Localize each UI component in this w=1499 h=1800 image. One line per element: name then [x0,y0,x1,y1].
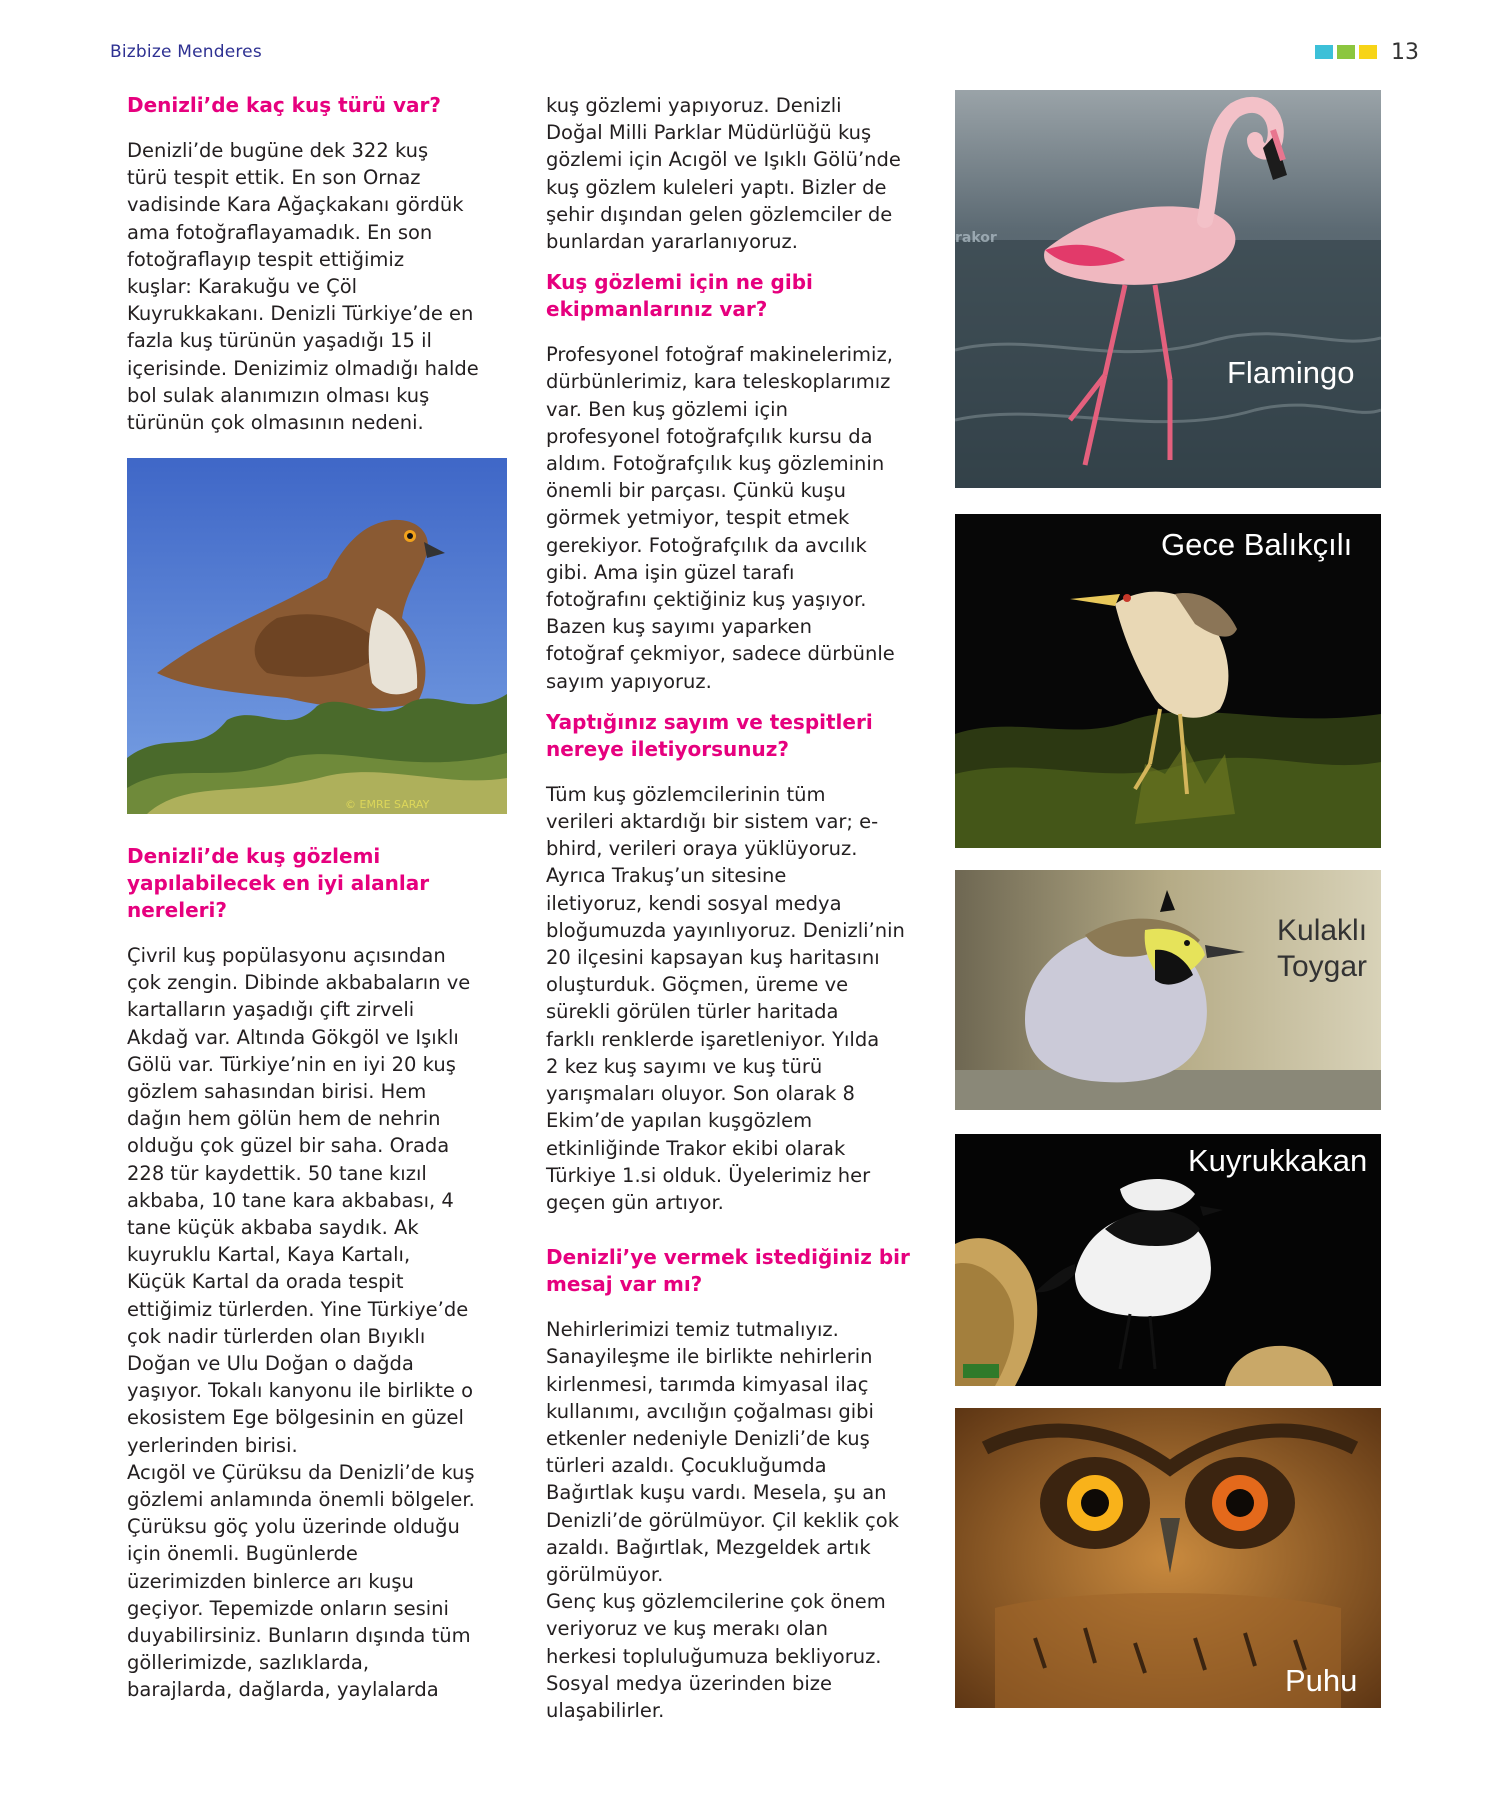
caption-kulakli: Kulaklı [1277,914,1368,947]
page-marker [1315,40,1419,64]
heron-photo [955,514,1381,848]
color-square-green [1337,45,1355,59]
magazine-title: Bizbize Menderes [110,42,262,62]
column-1 [127,92,512,460]
lark-photo [955,870,1381,1110]
caption-puhu: Puhu [1285,1663,1358,1698]
column-1-lower [127,843,512,1704]
caption-toygar: Toygar [1277,950,1368,983]
page-number: 13 [1391,39,1419,65]
answer-5: Nehirlerimizi temiz tutmalıyız. Sanayileşme ile birlikte nehirlerin kirlenmesi, tarımda kimyasal ilaç kullanımı, avcılığın çoğalması gibi etkenler nedeniyle Denizli’de kuş türleri azaldı. Çocukluğumda Bağırtlak kuşu vardı. Mesela, şu an Denizli’de görülmüyor. Çil keklik çok azaldı. Bağırtlak, Mezgeldek artık görülmüyor. Genç kuş gözlemcilerine çok önem veriyoruz ve kuş merakı olan herkesi topluluğumuza bekliyoruz. Sosyal medya üzerinden bize ulaşabilirler. [546,1318,899,1722]
eagle-photo [127,458,507,814]
caption-kuyrukkakan: Kuyrukkakan [1188,1143,1368,1178]
question-5: Denizli’ye vermek istediğiniz bir mesaj var mı? [546,1245,910,1297]
flamingo-photo [955,90,1381,488]
wheatear-photo [955,1134,1381,1386]
color-square-yellow [1359,45,1377,59]
answer-3: Profesyonel fotoğraf makinelerimiz, dürbünlerimiz, kara teleskoplarımız var. Ben kuş gözlemi için profesyonel fotoğrafçılık kursu da aldım. Fotoğrafçılık kuş gözleminin önemli bir parçası. Çünkü kuşu görmek yetmiyor, tespit etmek gerekiyor. Fotoğrafçılık da avcılık gibi. Ama işin güzel tarafı fotoğrafını çektiğiniz kuş yaşıyor. Bazen kuş sayımı yaparken fotoğraf çekmiyor, sadece dürbünle sayım yapıyoruz. [546,343,895,693]
question-4: Yaptığınız sayım ve tespitleri nereye iletiyorsunuz? [546,709,873,761]
question-3: Kuş gözlemi için ne gibi ekipmanlarınız var? [546,270,813,322]
question-1: Denizli’de kaç kuş türü var? [127,93,441,117]
answer-2: Çivril kuş popülasyonu açısından çok zengin. Dibinde akbabaların ve kartalların yaşadığı çift zirveli Akdağ var. Altında Gökgöl ve Işıklı Gölü var. Türkiye’nin en iyi 20 kuş gözlem sahasından birisi. Hem dağın hem gölün hem de nehrin olduğu çok güzel bir saha. Orada 228 tür kaydettik. 50 tane kızıl akbaba, 10 tane kara akbabası, 4 tane küçük akbaba saydık. Ak kuyruklu Kartal, Kaya Kartalı, Küçük Kartal da orada tespit ettiğimiz türlerden. Yine Türkiye’de çok nadir türlerden olan Bıyıklı Doğan ve Ulu Doğan o dağda yaşıyor. Tokalı kanyonu ile birlikte o ekosistem Ege bölgesinin en güzel yerlerinden birisi. Acıgöl ve Çürüksu da Denizli’de kuş gözlemi anlamında önemli bölgeler. Çürüksu göç yolu üzerinde olduğu için önemli. Bugünlerde üzerimizden binlerce arı kuşu geçiyor. Tepemizde onların sesini duyabilirsiniz. Bunların dışında tüm göllerimizde, sazlıklarda, barajlarda, dağlarda, yaylalarda [127,944,475,1702]
photo-credit: © EMRE SARAY [345,798,430,811]
color-square-cyan [1315,45,1333,59]
owl-photo [955,1408,1381,1708]
caption-gece-balikcili: Gece Balıkçılı [1161,527,1353,562]
answer-1: Denizli’de bugüne dek 322 kuş türü tespit ettik. En son Ornaz vadisinde Kara Ağaçkakanı gördük ama fotoğraflayamadık. En son fotoğraflayıp tespit ettiğimiz kuşlar: Karakuğu ve Çöl Kuyrukkakanı. Denizli Türkiye’de en fazla kuş türünün yaşadığı 15 il içerisinde. Denizimiz olmadığı halde bol sulak alanımızın olması kuş türünün çok olmasının nedeni. [127,139,479,435]
answer-4: Tüm kuş gözlemcilerinin tüm verileri aktardığı bir sistem var; e- bhird, verileri oraya yüklüyoruz. Ayrıca Trakuş’un sitesine iletiyoruz, kendi sosyal medya bloğumuzda yayınlıyoruz. Denizli’nin 20 ilçesini kapsayan kuş haritasını oluşturduk. Göçmen, üreme ve sürekli görülen türler haritada farklı renklerde işaretleniyor. Yılda 2 kez kuş sayımı ve kuş türü yarışmaları oluyor. Son olarak 8 Ekim’de yapılan kuşgözlem etkinliğinde Trakor ekibi olarak Türkiye 1.si olduk. Üyelerimiz her geçen gün artıyor. [546,782,905,1214]
flamingo-watermark: rakor [955,230,997,246]
column-2 [546,92,934,1742]
question-2: Denizli’de kuş gözlemi yapılabilecek en iyi alanlar nereleri? [127,844,430,922]
answer-0-continued: kuş gözlemi yapıyoruz. Denizli Doğal Milli Parklar Müdürlüğü kuş gözlemi için Acıgöl ve Işıklı Gölü’nde kuş gözlem kuleleri yaptı. Bizler de şehir dışından gelen gözlemciler de bunlardan yararlanıyoruz. [546,94,901,254]
caption-flamingo: Flamingo [1227,355,1355,390]
